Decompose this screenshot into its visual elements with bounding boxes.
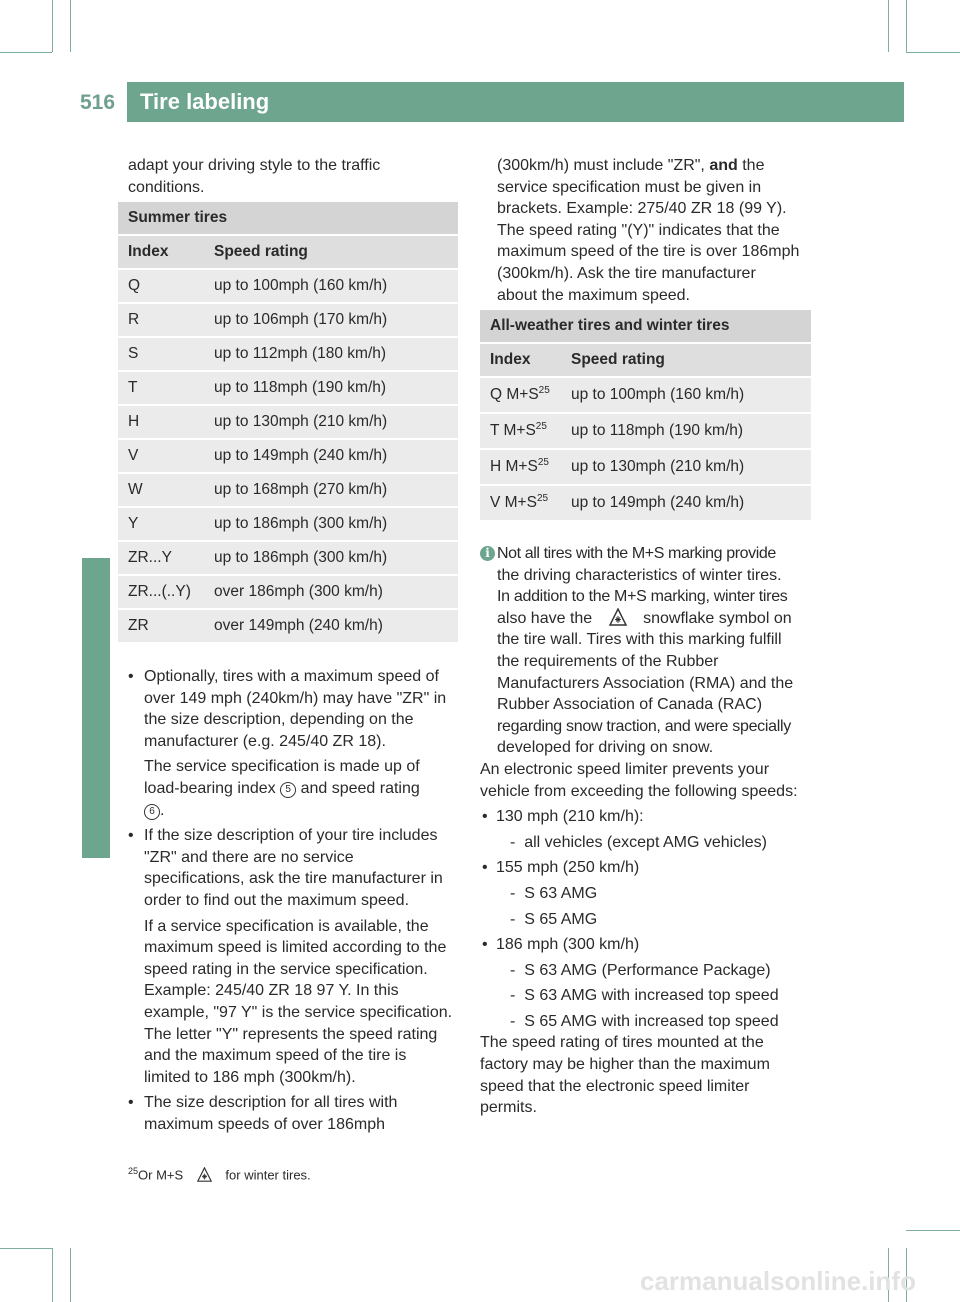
text-line: and the maximum speed of the tire is <box>144 1047 407 1065</box>
speed-cell: up to 112mph (180 km/h) <box>204 337 458 371</box>
text-line: (300km/h). Ask the tire manufacturer <box>497 264 756 282</box>
text-line: speed that the electronic speed limiter <box>480 1077 750 1095</box>
text-line: about the maximum speed. <box>497 286 690 304</box>
continued-text <box>497 155 817 306</box>
text-span: also have the <box>497 609 593 627</box>
text-line: 186 mph (300 km/h) <box>496 936 640 954</box>
text-span: S 65 AMG <box>524 910 598 928</box>
bullet-dot: • <box>128 827 134 845</box>
text-span: load-bearing index <box>144 779 276 797</box>
text-span: V M+S <box>490 494 537 512</box>
text-line: factory may be higher than the maximum <box>480 1056 770 1074</box>
bullet-dot: • <box>482 936 488 954</box>
speed-cell: up to 130mph (210 km/h) <box>204 405 458 439</box>
text-line: maximum speeds of over 186mph <box>144 1115 385 1133</box>
text-line: An electronic speed limiter prevents your <box>480 760 770 778</box>
crop-mark <box>906 0 907 52</box>
text-line: service specification must be given in <box>497 178 762 196</box>
crop-mark <box>0 52 52 53</box>
list-item <box>128 1092 468 1135</box>
text-span: S 63 AMG with increased top speed <box>524 987 779 1005</box>
table-row <box>118 439 458 473</box>
speed-cell: up to 106mph (170 km/h) <box>204 303 458 337</box>
speed-cell: over 186mph (300 km/h) <box>204 575 458 609</box>
text-line: the size description, depending on the <box>144 711 414 729</box>
crop-mark <box>906 1230 960 1231</box>
table-row <box>480 485 811 521</box>
speed-cell: up to 118mph (190 km/h) <box>561 413 811 449</box>
table-row <box>118 337 458 371</box>
text-span: T M+S <box>490 422 536 440</box>
side-tab-label: Wheels and tires <box>87 557 110 724</box>
speed-cell: up to 118mph (190 km/h) <box>204 371 458 405</box>
table-row <box>480 413 811 449</box>
summer-tires-table <box>118 202 458 644</box>
table-row <box>118 609 458 643</box>
text-line: Manufacturers Association (RMA) and the <box>497 674 794 692</box>
text-line: The size description for all tires with <box>144 1094 398 1112</box>
text-span: snowflake symbol on <box>643 609 792 627</box>
index-cell: R <box>118 303 204 337</box>
index-cell: Q <box>118 269 204 303</box>
text-line: Optionally, tires with a maximum speed of <box>144 668 439 685</box>
info-icon: i <box>480 546 495 561</box>
text-line: adapt your driving style to the traffic <box>128 157 381 174</box>
index-cell: W <box>118 473 204 507</box>
text-line: over 149 mph (240km/h) may have "ZR" in <box>144 689 447 707</box>
text-line: order to find out the maximum speed. <box>144 891 410 909</box>
circled-number-5: 5 <box>280 782 296 798</box>
crop-mark <box>70 1248 71 1302</box>
index-cell: ZR...Y <box>118 541 204 575</box>
text-line: Rubber Association of Canada (RAC) <box>497 696 763 714</box>
index-cell <box>480 377 561 413</box>
page-title: Tire labeling <box>140 89 270 114</box>
speed-cell: up to 130mph (210 km/h) <box>561 449 811 485</box>
index-cell: S <box>118 337 204 371</box>
index-cell: Y <box>118 507 204 541</box>
crop-mark <box>52 1248 53 1302</box>
watermark: carmanualsonline.info <box>640 1266 916 1296</box>
column-header-index: Index <box>480 343 561 377</box>
list-item <box>128 825 468 1088</box>
speed-cell: up to 186mph (300 km/h) <box>204 507 458 541</box>
bullet-dot: • <box>128 668 134 685</box>
bullet-dot: • <box>128 1094 134 1112</box>
table-row <box>118 303 458 337</box>
text-line: manufacturer (e.g. 245/40 ZR 18). <box>144 732 386 750</box>
list-item <box>480 806 816 853</box>
index-cell <box>480 413 561 449</box>
bullet-dot: • <box>482 808 488 826</box>
text-line: In addition to the M+S marking, winter tires <box>497 588 788 606</box>
text-span: Or M+S <box>138 1167 184 1183</box>
table-row <box>118 405 458 439</box>
speed-cell: up to 100mph (160 km/h) <box>204 269 458 303</box>
table-row <box>118 541 458 575</box>
speed-cell: up to 168mph (270 km/h) <box>204 473 458 507</box>
table-title: All-weather tires and winter tires <box>480 310 811 343</box>
footnote-ref: 25 <box>538 385 550 397</box>
text-line: the tire wall. Tires with this marking fulfill <box>497 631 782 649</box>
sub-item: - S 63 AMG <box>510 884 598 902</box>
text-line <box>144 778 468 800</box>
text-span-bold: and <box>709 157 738 174</box>
table-row <box>118 473 458 507</box>
speed-cell: up to 149mph (240 km/h) <box>561 485 811 521</box>
index-cell: ZR...(..Y) <box>118 575 204 609</box>
table-row <box>480 377 811 413</box>
text-line: vehicle from exceeding the following speeds: <box>480 782 798 800</box>
crop-mark <box>906 52 960 53</box>
text-span: for winter tires. <box>225 1167 311 1183</box>
footnote-number: 25 <box>128 1166 139 1176</box>
speed-cell: up to 186mph (300 km/h) <box>204 541 458 575</box>
text-span: H M+S <box>490 458 538 476</box>
text-line: The letter "Y" represents the speed rating <box>144 1025 438 1043</box>
sub-item: - all vehicles (except AMG vehicles) <box>510 833 767 851</box>
table-row <box>118 507 458 541</box>
index-cell: V <box>118 439 204 473</box>
table-row <box>118 269 458 303</box>
index-cell: T <box>118 371 204 405</box>
sub-item: - S 65 AMG with increased top speed <box>510 1012 779 1030</box>
text-line <box>497 155 817 177</box>
table-row <box>118 575 458 609</box>
text-line: If the size description of your tire includes <box>144 827 438 845</box>
footnote-ref: 25 <box>536 493 549 505</box>
bullet-dot: • <box>482 859 488 877</box>
text-line: 155 mph (250 km/h) <box>496 859 640 877</box>
table-title: Summer tires <box>118 202 458 235</box>
crop-mark <box>70 0 71 52</box>
column-header-speed: Speed rating <box>561 343 811 377</box>
text-line: 6 . <box>144 800 468 822</box>
table-row <box>480 449 811 485</box>
intro-text <box>128 155 463 198</box>
text-line: maximum speed of the tire is over 186mph <box>497 243 800 261</box>
text-line <box>497 608 816 630</box>
list-item <box>480 934 816 1032</box>
column-header-index: Index <box>118 235 204 269</box>
text-line: brackets. Example: 275/40 ZR 18 (99 Y). <box>497 200 787 218</box>
text-span: all vehicles (except AMG vehicles) <box>524 833 767 851</box>
text-line: speed rating in the service specification. <box>144 960 428 978</box>
text-span: S 63 AMG <box>524 884 598 902</box>
right-body <box>480 543 816 1119</box>
text-line: the driving characteristics of winter tires. <box>497 566 782 584</box>
left-bullets <box>128 666 468 1135</box>
speed-cell: up to 149mph (240 km/h) <box>204 439 458 473</box>
text-line: developed for driving on snow. <box>497 739 714 757</box>
text-line: The speed rating "(Y)" indicates that the <box>497 221 780 239</box>
text-line: specifications, ask the tire manufacturer in <box>144 870 443 888</box>
text-line: the requirements of the Rubber <box>497 652 719 670</box>
text-line: conditions. <box>128 178 205 196</box>
snowflake-mountain-icon <box>609 608 627 626</box>
speed-cell: over 149mph (240 km/h) <box>204 609 458 643</box>
sub-item: - S 63 AMG with increased top speed <box>510 987 779 1005</box>
page-number: 516 <box>80 91 116 114</box>
text-span: S 63 AMG (Performance Package) <box>524 961 771 979</box>
crop-mark <box>52 0 53 52</box>
info-note <box>480 543 816 759</box>
crop-mark <box>0 1248 52 1249</box>
footnote <box>128 1166 311 1182</box>
text-line: 130 mph (210 km/h): <box>496 808 644 826</box>
sub-item: - S 65 AMG <box>510 910 598 928</box>
index-cell: H <box>118 405 204 439</box>
crop-mark <box>888 0 889 52</box>
text-span: Q M+S <box>490 386 539 404</box>
text-span: and speed rating <box>300 779 420 797</box>
footnote-ref: 25 <box>535 421 547 433</box>
text-line: regarding snow traction, and were specially <box>497 717 791 735</box>
text-line: If a service specification is available, the <box>144 917 429 935</box>
text-span: the <box>742 157 765 174</box>
text-line: Example: 245/40 ZR 18 97 Y. In this <box>144 982 399 1000</box>
list-item <box>128 666 468 821</box>
sub-item: - S 63 AMG (Performance Package) <box>510 961 771 979</box>
table-row <box>118 371 458 405</box>
footnote-ref: 25 <box>537 457 549 469</box>
circled-number-6: 6 <box>144 804 160 820</box>
speed-cell: up to 100mph (160 km/h) <box>561 377 811 413</box>
text-span: (300km/h) must include "ZR", <box>497 157 705 174</box>
text-line: example, "97 Y" is the service specification. <box>144 1003 453 1021</box>
column-header-speed: Speed rating <box>204 235 458 269</box>
text-line: The service specification is made up of <box>144 758 420 776</box>
snowflake-mountain-icon <box>197 1167 212 1182</box>
text-line: "ZR" and there are no service <box>144 848 354 866</box>
text-line: permits. <box>480 1099 537 1117</box>
index-cell: ZR <box>118 609 204 643</box>
text-line: Not all tires with the M+S marking provide <box>497 545 776 562</box>
index-cell <box>480 449 561 485</box>
list-item <box>480 857 816 930</box>
text-line: The speed rating of tires mounted at the <box>480 1034 764 1052</box>
index-cell <box>480 485 561 521</box>
text-span: S 65 AMG with increased top speed <box>524 1012 779 1030</box>
text-line: limited to 186 mph (300km/h). <box>144 1068 356 1086</box>
winter-tires-table <box>480 310 811 522</box>
text-line: maximum speed is limited according to the <box>144 939 447 957</box>
